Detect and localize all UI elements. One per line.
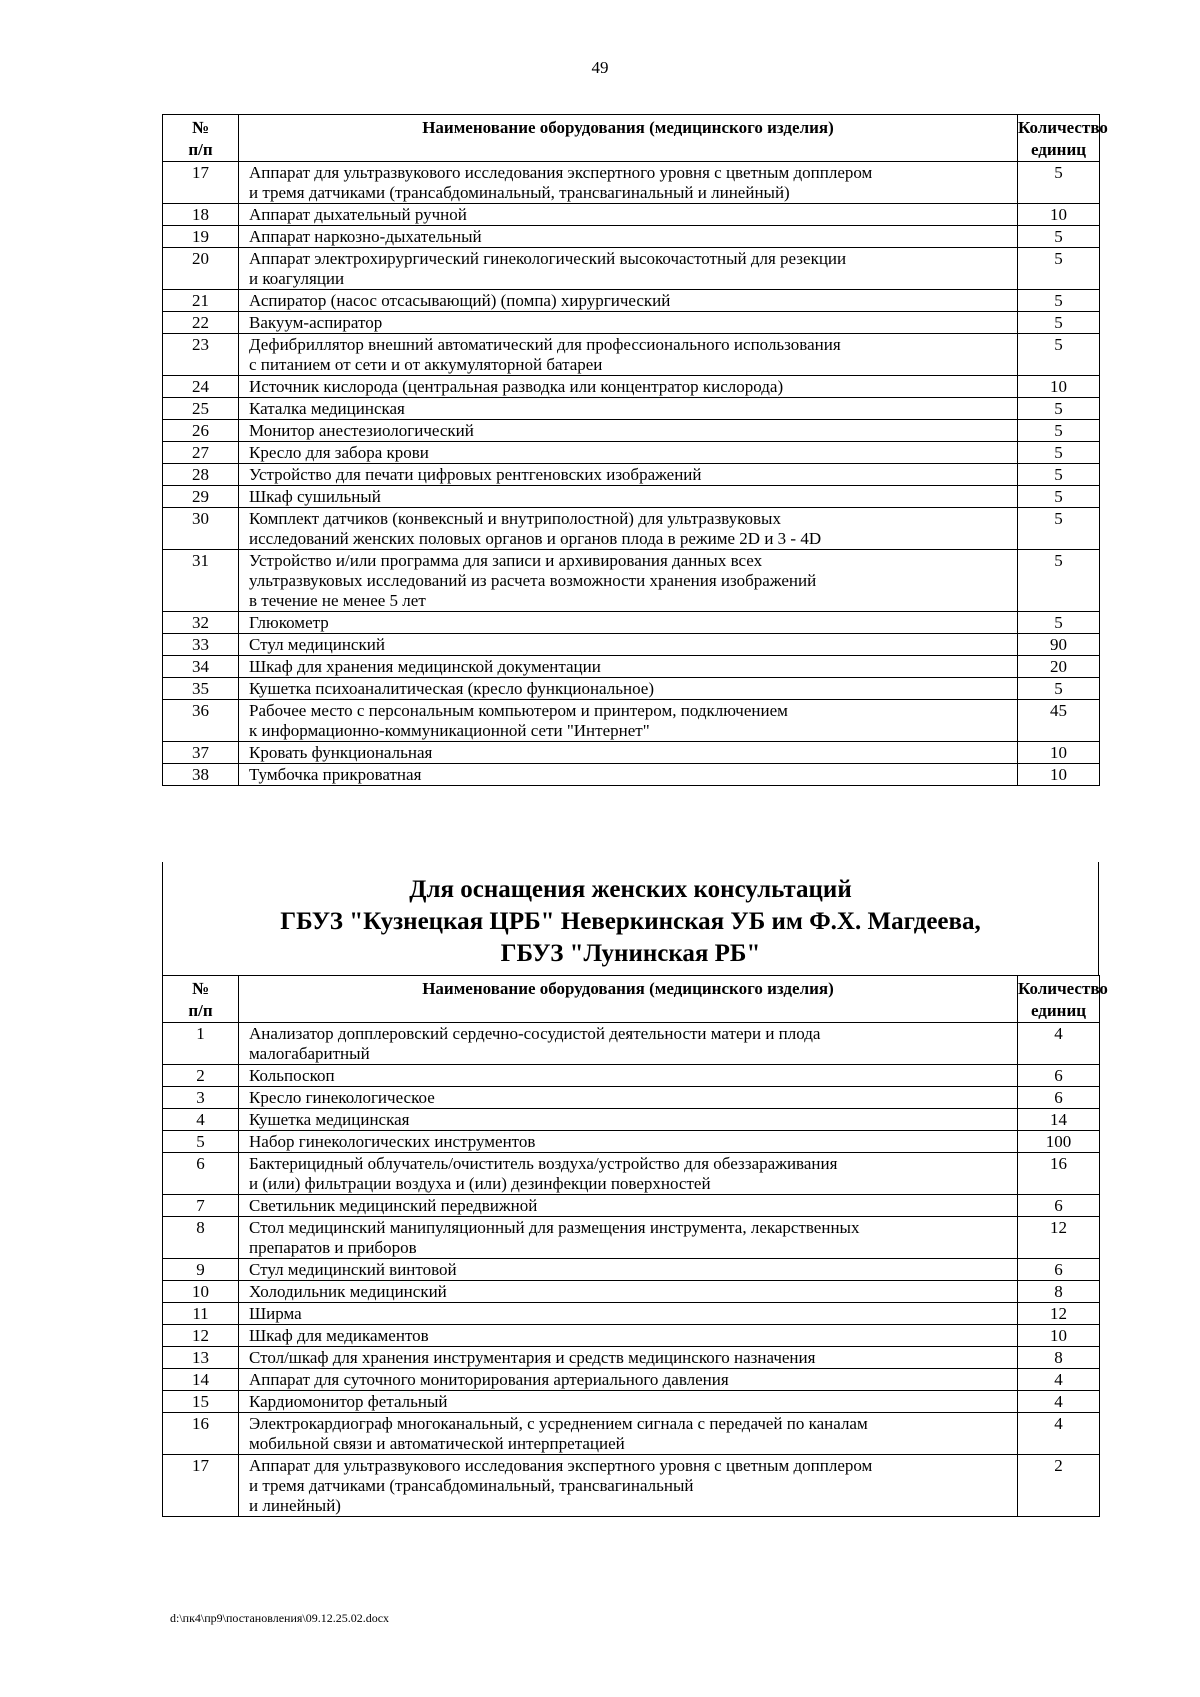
- equipment-name: Стол медицинский манипуляционный для размещения инструмента, лекарственных препаратов и приборов: [239, 1217, 1018, 1259]
- row-number: 17: [163, 162, 239, 204]
- table-row: [163, 334, 1100, 376]
- row-number: 2: [163, 1065, 239, 1087]
- equipment-name: Кушетка медицинская: [239, 1109, 1018, 1131]
- table-row: [163, 764, 1100, 786]
- table-row: [163, 1195, 1100, 1217]
- table-row: [163, 1369, 1100, 1391]
- row-number: 1: [163, 1023, 239, 1065]
- equipment-name: Стол/шкаф для хранения инструментария и средств медицинского назначения: [239, 1347, 1018, 1369]
- row-number: 32: [163, 612, 239, 634]
- row-number: 25: [163, 398, 239, 420]
- table-row: [163, 1259, 1100, 1281]
- table-row: [163, 204, 1100, 226]
- equipment-quantity: 5: [1018, 226, 1100, 248]
- table-row: [163, 162, 1100, 204]
- equipment-name: Шкаф для хранения медицинской документации: [239, 656, 1018, 678]
- equipment-quantity: 45: [1018, 700, 1100, 742]
- row-number: 6: [163, 1153, 239, 1195]
- row-number: 17: [163, 1455, 239, 1517]
- header-qty: Количество единиц: [1018, 115, 1100, 162]
- equipment-name: Устройство и/или программа для записи и архивирования данных всех ультразвуковых исследований из расчета возможности хранения изображений в течение не менее 5 лет: [239, 550, 1018, 612]
- equipment-table-1: [162, 114, 1108, 786]
- equipment-name: Аппарат дыхательный ручной: [239, 204, 1018, 226]
- table-row: [163, 550, 1100, 612]
- row-number: 18: [163, 204, 239, 226]
- section-title-line: ГБУЗ "Лунинская РБ": [500, 940, 761, 967]
- row-number: 21: [163, 290, 239, 312]
- equipment-name: Глюкометр: [239, 612, 1018, 634]
- equipment-name: Светильник медицинский передвижной: [239, 1195, 1018, 1217]
- equipment-quantity: 6: [1018, 1195, 1100, 1217]
- header-num: № п/п: [163, 115, 239, 162]
- equipment-name: Холодильник медицинский: [239, 1281, 1018, 1303]
- table-row: [163, 1391, 1100, 1413]
- equipment-name: Анализатор допплеровский сердечно-сосудистой деятельности матери и плода малогабаритный: [239, 1023, 1018, 1065]
- table-row: [163, 1455, 1100, 1517]
- equipment-quantity: 10: [1018, 764, 1100, 786]
- equipment-quantity: 4: [1018, 1391, 1100, 1413]
- table-header-row: [163, 115, 1100, 162]
- table-row: [163, 1065, 1100, 1087]
- table-row: [163, 398, 1100, 420]
- equipment-quantity: 10: [1018, 376, 1100, 398]
- row-number: 10: [163, 1281, 239, 1303]
- table-row: [163, 226, 1100, 248]
- equipment-quantity: 10: [1018, 204, 1100, 226]
- table-row: [163, 1217, 1100, 1259]
- equipment-quantity: 2: [1018, 1455, 1100, 1517]
- row-number: 38: [163, 764, 239, 786]
- table-row: [163, 486, 1100, 508]
- table-row: [163, 442, 1100, 464]
- equipment-quantity: 10: [1018, 1325, 1100, 1347]
- equipment-quantity: 16: [1018, 1153, 1100, 1195]
- equipment-quantity: 12: [1018, 1303, 1100, 1325]
- section-title-line: Для оснащения женских консультаций: [409, 876, 852, 903]
- equipment-name: Источник кислорода (центральная разводка или концентратор кислорода): [239, 376, 1018, 398]
- footer-file-path: d:\пк4\пр9\постановления\09.12.25.02.docx: [170, 1611, 390, 1625]
- equipment-quantity: 100: [1018, 1131, 1100, 1153]
- row-number: 22: [163, 312, 239, 334]
- equipment-name: Стул медицинский винтовой: [239, 1259, 1018, 1281]
- row-number: 16: [163, 1413, 239, 1455]
- equipment-name: Монитор анестезиологический: [239, 420, 1018, 442]
- equipment-quantity: 8: [1018, 1347, 1100, 1369]
- equipment-quantity: 14: [1018, 1109, 1100, 1131]
- equipment-name: Ширма: [239, 1303, 1018, 1325]
- equipment-name: Шкаф для медикаментов: [239, 1325, 1018, 1347]
- table-row: [163, 678, 1100, 700]
- table-row: [163, 1347, 1100, 1369]
- section-title-line: ГБУЗ "Кузнецкая ЦРБ" Неверкинская УБ им Ф.Х. Магдеева,: [280, 908, 981, 935]
- equipment-name: Аппарат для ультразвукового исследования экспертного уровня с цветным допплером и тремя датчиками (трансабдоминальный, трансвагинальный и линейный): [239, 162, 1018, 204]
- equipment-quantity: 5: [1018, 398, 1100, 420]
- table-row: [163, 290, 1100, 312]
- equipment-quantity: 5: [1018, 334, 1100, 376]
- row-number: 13: [163, 1347, 239, 1369]
- table-row: [163, 464, 1100, 486]
- table-row: [163, 612, 1100, 634]
- table-row: [163, 376, 1100, 398]
- equipment-table-2: [162, 975, 1108, 1517]
- equipment-name: Кардиомонитор фетальный: [239, 1391, 1018, 1413]
- equipment-quantity: 20: [1018, 656, 1100, 678]
- equipment-name: Кресло гинекологическое: [239, 1087, 1018, 1109]
- equipment-quantity: 90: [1018, 634, 1100, 656]
- equipment-quantity: 5: [1018, 486, 1100, 508]
- equipment-name: Аппарат электрохирургический гинекологический высокочастотный для резекции и коагуляции: [239, 248, 1018, 290]
- row-number: 36: [163, 700, 239, 742]
- equipment-name: Бактерицидный облучатель/очиститель воздуха/устройство для обеззараживания и (или) фильтрации воздуха и (или) дезинфекции поверхностей: [239, 1153, 1018, 1195]
- row-number: 33: [163, 634, 239, 656]
- table-row: [163, 1325, 1100, 1347]
- row-number: 9: [163, 1259, 239, 1281]
- table-row: [163, 312, 1100, 334]
- equipment-name: Стул медицинский: [239, 634, 1018, 656]
- table-row: [163, 1413, 1100, 1455]
- table-row: [163, 742, 1100, 764]
- row-number: 27: [163, 442, 239, 464]
- equipment-quantity: 5: [1018, 550, 1100, 612]
- equipment-quantity: 6: [1018, 1065, 1100, 1087]
- row-number: 8: [163, 1217, 239, 1259]
- page-number: 49: [591, 58, 609, 77]
- row-number: 12: [163, 1325, 239, 1347]
- equipment-quantity: 10: [1018, 742, 1100, 764]
- equipment-name: Аспиратор (насос отсасывающий) (помпа) хирургический: [239, 290, 1018, 312]
- equipment-quantity: 4: [1018, 1023, 1100, 1065]
- equipment-name: Кресло для забора крови: [239, 442, 1018, 464]
- table-row: [163, 1109, 1100, 1131]
- equipment-name: Электрокардиограф многоканальный, с усреднением сигнала с передачей по каналам мобильной связи и автоматической интерпретацией: [239, 1413, 1018, 1455]
- table-header-row: [163, 976, 1100, 1023]
- row-number: 35: [163, 678, 239, 700]
- section-title: [162, 862, 1099, 975]
- row-number: 14: [163, 1369, 239, 1391]
- table-row: [163, 1281, 1100, 1303]
- row-number: 28: [163, 464, 239, 486]
- row-number: 15: [163, 1391, 239, 1413]
- table-row: [163, 420, 1100, 442]
- equipment-quantity: 5: [1018, 508, 1100, 550]
- equipment-quantity: 5: [1018, 464, 1100, 486]
- table-row: [163, 1303, 1100, 1325]
- equipment-name: Рабочее место с персональным компьютером и принтером, подключением к информационно-коммуникационной сети "Интернет": [239, 700, 1018, 742]
- equipment-quantity: 8: [1018, 1281, 1100, 1303]
- equipment-name: Набор гинекологических инструментов: [239, 1131, 1018, 1153]
- row-number: 5: [163, 1131, 239, 1153]
- header-name: Наименование оборудования (медицинского изделия): [239, 115, 1018, 162]
- row-number: 37: [163, 742, 239, 764]
- equipment-quantity: 5: [1018, 612, 1100, 634]
- row-number: 11: [163, 1303, 239, 1325]
- equipment-name: Комплект датчиков (конвексный и внутриполостной) для ультразвуковых исследований женских половых органов и органов плода в режиме 2D и 3 - 4D: [239, 508, 1018, 550]
- table-row: [163, 1087, 1100, 1109]
- equipment-quantity: 4: [1018, 1369, 1100, 1391]
- equipment-name: Каталка медицинская: [239, 398, 1018, 420]
- equipment-quantity: 5: [1018, 442, 1100, 464]
- equipment-quantity: 5: [1018, 248, 1100, 290]
- equipment-name: Аппарат наркозно-дыхательный: [239, 226, 1018, 248]
- table-row: [163, 508, 1100, 550]
- table-row: [163, 248, 1100, 290]
- row-number: 7: [163, 1195, 239, 1217]
- equipment-name: Аппарат для ультразвукового исследования экспертного уровня с цветным допплером и тремя датчиками (трансабдоминальный, трансвагинальный и линейный): [239, 1455, 1018, 1517]
- equipment-name: Тумбочка прикроватная: [239, 764, 1018, 786]
- row-number: 23: [163, 334, 239, 376]
- row-number: 20: [163, 248, 239, 290]
- row-number: 30: [163, 508, 239, 550]
- equipment-name: Дефибриллятор внешний автоматический для профессионального использования с питанием от сети и от аккумуляторной батареи: [239, 334, 1018, 376]
- row-number: 34: [163, 656, 239, 678]
- row-number: 31: [163, 550, 239, 612]
- row-number: 4: [163, 1109, 239, 1131]
- equipment-quantity: 5: [1018, 290, 1100, 312]
- table-row: [163, 634, 1100, 656]
- equipment-name: Кушетка психоаналитическая (кресло функциональное): [239, 678, 1018, 700]
- equipment-name: Устройство для печати цифровых рентгеновских изображений: [239, 464, 1018, 486]
- header-qty: Количество единиц: [1018, 976, 1100, 1023]
- row-number: 24: [163, 376, 239, 398]
- header-num: № п/п: [163, 976, 239, 1023]
- equipment-name: Кровать функциональная: [239, 742, 1018, 764]
- equipment-quantity: 4: [1018, 1413, 1100, 1455]
- row-number: 26: [163, 420, 239, 442]
- table-row: [163, 1131, 1100, 1153]
- row-number: 3: [163, 1087, 239, 1109]
- equipment-quantity: 5: [1018, 678, 1100, 700]
- equipment-quantity: 5: [1018, 420, 1100, 442]
- equipment-quantity: 12: [1018, 1217, 1100, 1259]
- row-number: 19: [163, 226, 239, 248]
- table-row: [163, 700, 1100, 742]
- equipment-name: Вакуум-аспиратор: [239, 312, 1018, 334]
- equipment-name: Кольпоскоп: [239, 1065, 1018, 1087]
- row-number: 29: [163, 486, 239, 508]
- equipment-name: Шкаф сушильный: [239, 486, 1018, 508]
- table-row: [163, 656, 1100, 678]
- equipment-quantity: 5: [1018, 162, 1100, 204]
- equipment-quantity: 6: [1018, 1259, 1100, 1281]
- table-row: [163, 1153, 1100, 1195]
- equipment-name: Аппарат для суточного мониторирования артериального давления: [239, 1369, 1018, 1391]
- header-name: Наименование оборудования (медицинского изделия): [239, 976, 1018, 1023]
- table-row: [163, 1023, 1100, 1065]
- equipment-quantity: 6: [1018, 1087, 1100, 1109]
- equipment-quantity: 5: [1018, 312, 1100, 334]
